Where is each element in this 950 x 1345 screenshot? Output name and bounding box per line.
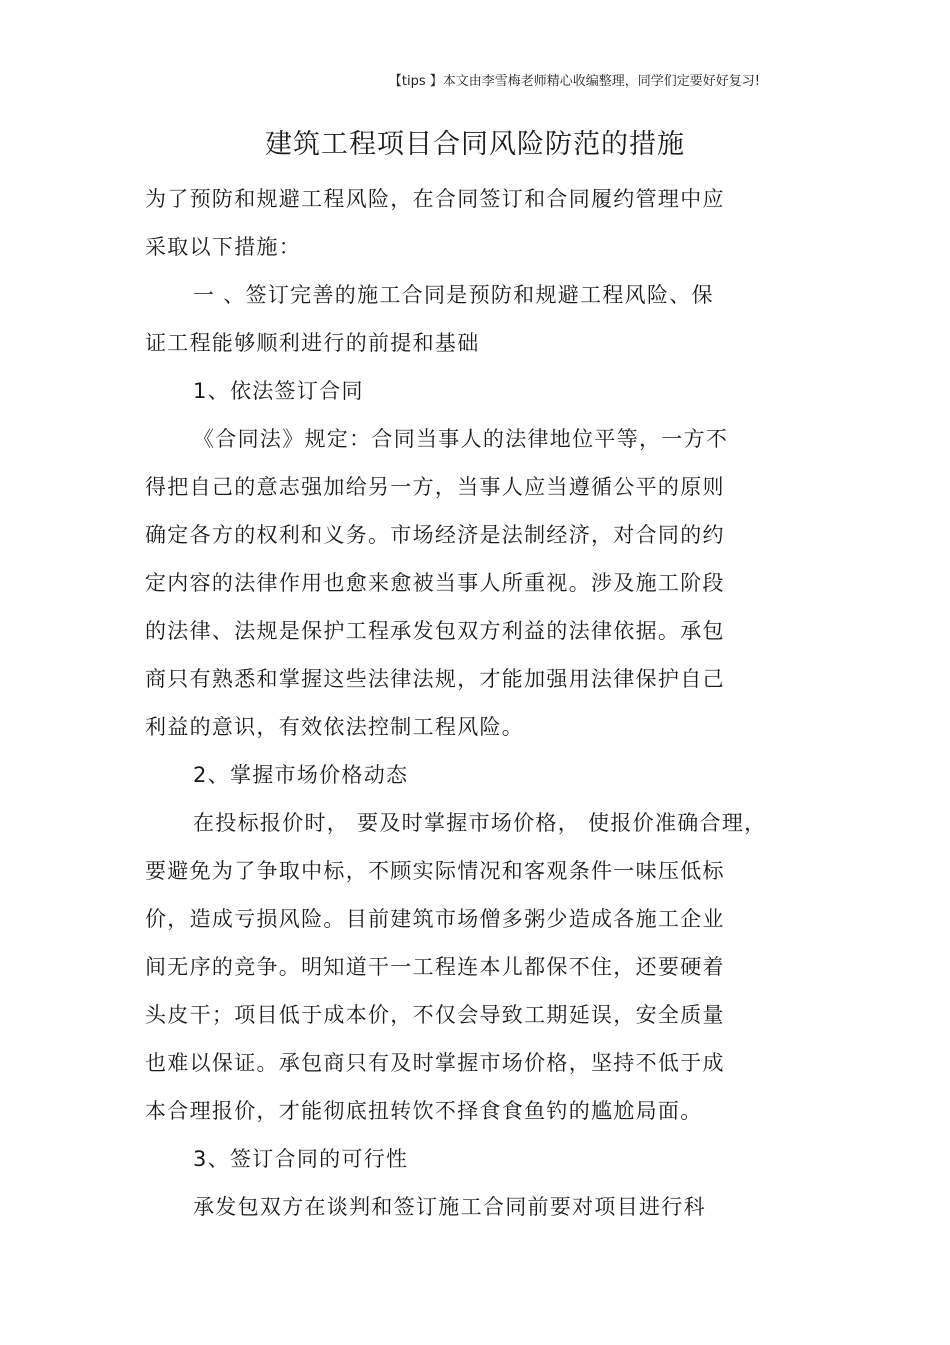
body-line: 定内容的法律作用也愈来愈被当事人所重视。涉及施工阶段 [145, 571, 725, 595]
body-line: 得把自己的意志强加给另一方，当事人应当遵循公平的原则 [145, 475, 725, 499]
body-line: 间无序的竞争。明知道干一工程连本儿都保不住，还要硬着 [145, 955, 725, 979]
section-heading: 证工程能够顺利进行的前提和基础 [145, 331, 480, 355]
body-line: 头皮干；项目低于成本价，不仅会导致工期延误，安全质量 [145, 1003, 725, 1027]
body-line: 商只有熟悉和掌握这些法律法规，才能加强用法律保护自己 [145, 667, 725, 691]
body-line: 在投标报价时， 要及时掌握市场价格， 使报价准确合理， [193, 811, 767, 835]
body-line: 采取以下措施： [145, 235, 302, 259]
body-line: 《合同法》规定：合同当事人的法律地位平等，一方不 [193, 427, 729, 451]
body-line: 也难以保证。承包商只有及时掌握市场价格，坚持不低于成 [145, 1051, 725, 1075]
section-heading: 一 、签订完善的施工合同是预防和规避工程风险、保 [193, 283, 714, 307]
subsection-heading: 2、掌握市场价格动态 [193, 763, 409, 787]
subsection-heading: 3、签订合同的可行性 [193, 1147, 409, 1171]
body-line: 要避免为了争取中标，不顾实际情况和客观条件一味压低标 [145, 859, 725, 883]
body-line: 承发包双方在谈判和签订施工合同前要对项目进行科 [193, 1195, 706, 1219]
body-line: 价，造成亏损风险。目前建筑市场僧多粥少造成各施工企业 [145, 907, 725, 931]
header-tips: 【tips 】本文由李雪梅老师精心收编整理，同学们定要好好复习! [388, 74, 760, 89]
body-line: 利益的意识，有效依法控制工程风险。 [145, 715, 525, 739]
body-line: 确定各方的权利和义务。市场经济是法制经济，对合同的约 [145, 523, 725, 547]
subsection-heading: 1、依法签订合同 [193, 379, 364, 403]
document-title: 建筑工程项目合同风险防范的措施 [265, 129, 685, 160]
body-line: 本合理报价，才能彻底扭转饮不择食食鱼钓的尴尬局面。 [145, 1099, 703, 1123]
body-line: 为了预防和规避工程风险，在合同签订和合同履约管理中应 [145, 187, 725, 211]
body-line: 的法律、法规是保护工程承发包双方利益的法律依据。承包 [145, 619, 725, 643]
